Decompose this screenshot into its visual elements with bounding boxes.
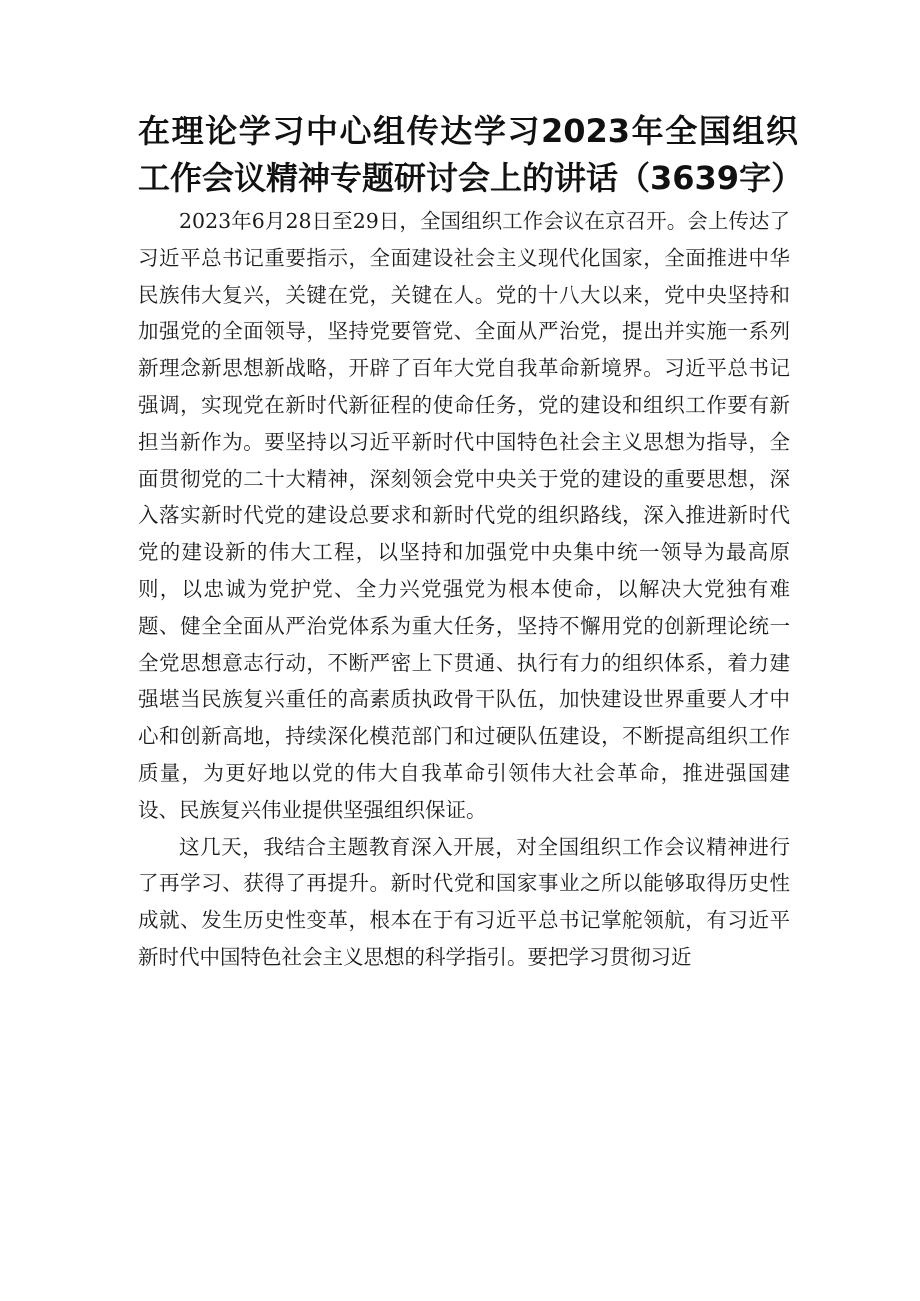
title-line-2: 工作会议精神专题研讨会上的讲话（3639字） <box>138 159 804 197</box>
paragraph-2: 这几天，我结合主题教育深入开展，对全国组织工作会议精神进行了再学习、获得了再提升。新时代党和国家事业之所以能够取得历史性成就、发生历史性变革，根本在于有习近平总书记掌舵领航，有习近平新时代中国特色社会主义思想的科学指引。要把学习贯彻习近 <box>138 834 790 969</box>
title-line-1: 在理论学习中心组传达学习2023年全国组织 <box>138 112 798 150</box>
document-body <box>138 203 790 976</box>
document-title <box>138 108 804 202</box>
paragraph-1: 2023年6月28日至29日，全国组织工作会议在京召开。会上传达了习近平总书记重要指示，全面建设社会主义现代化国家，全面推进中华民族伟大复兴，关键在党，关键在人。党的十八大以来，党中央坚持和加强党的全面领导，坚持党要管党、全面从严治党，提出并实施一系列新理念新思想新战略，开辟了百年大党自我革命新境界。习近平总书记强调，实现党在新时代新征程的使命任务，党的建设和组织工作要有新担当新作为。要坚持以习近平新时代中国特色社会主义思想为指导，全面贯彻党的二十大精神，深刻领会党中央关于党的建设的重要思想，深入落实新时代党的建设总要求和新时代党的组织路线，深入推进新时代党的建设新的伟大工程，以坚持和加强党中央集中统一领导为最高原则，以忠诚为党护党、全力兴党强党为根本使命，以解决大党独有难题、健全全面从严治党体系为重大任务，坚持不懈用党的创新理论统一全党思想意志行动，不断严密上下贯通、执行有力的组织体系，着力建强堪当民族复兴重任的高素质执政骨干队伍，加快建设世界重要人才中心和创新高地，持续深化模范部门和过硬队伍建设，不断提高组织工作质量，为更好地以党的伟大自我革命引领伟大社会革命，推进强国建设、民族复兴伟业提供坚强组织保证。 <box>138 209 790 822</box>
